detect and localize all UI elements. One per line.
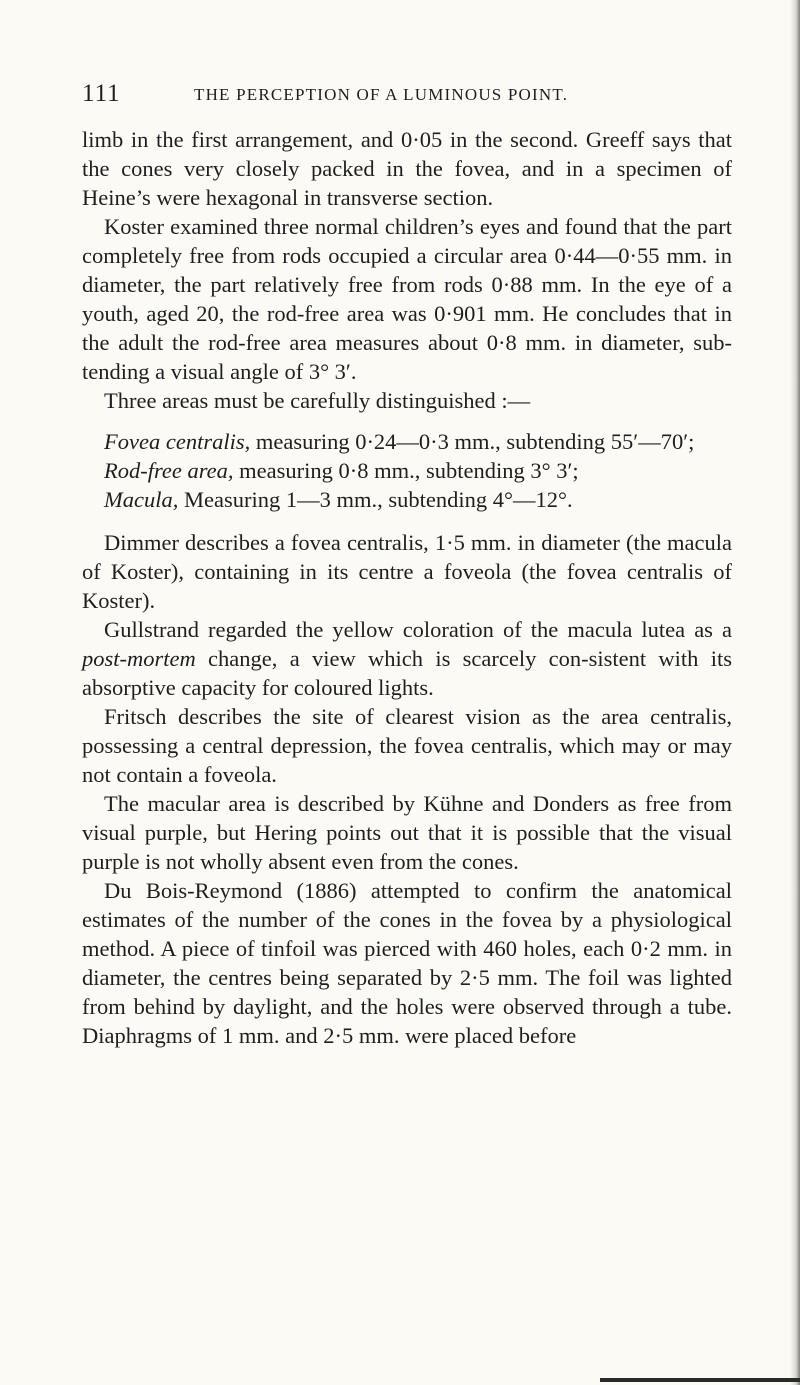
definition-term: Rod-free area, (104, 458, 234, 483)
definition-fovea (82, 427, 732, 456)
gullstrand-text-b: change, a view which is scarcely con-sistent with its absorptive capacity for coloured lights. (82, 646, 732, 700)
definition-text: Measuring 1—3 mm., subtending 4°—12°. (178, 487, 573, 512)
definition-text: measuring 0·24—0·3 mm., subtending 55′—70′; (250, 429, 695, 454)
area-definitions (82, 427, 732, 514)
bottom-page-rule (600, 1378, 800, 1382)
definition-rod-free (82, 456, 732, 485)
paragraph-dimmer: Dimmer describes a fovea centralis, 1·5 mm. in diameter (the macula of Koster), containing in its centre a foveola (the fovea centralis of Koster). (82, 530, 732, 613)
paragraph-fritsch: Fritsch describes the site of clearest vision as the area centralis, possessing a central depression, the fovea centralis, which may or may not contain a foveola. (82, 704, 732, 787)
running-head (82, 80, 722, 114)
body-text (82, 125, 732, 1050)
running-title: THE PERCEPTION OF A LUMINOUS POINT. (194, 85, 569, 104)
gullstrand-text-a: Gullstrand regarded the yellow coloration of the macula lutea as a (104, 617, 732, 642)
paragraph-three-areas: Three areas must be carefully distinguished :— (104, 388, 531, 413)
paragraph-kuhne: The macular area is described by Kühne and Donders as free from visual purple, but Hering points out that it is possible that the visual purple is not wholly absent even from the cones. (82, 791, 732, 874)
paragraph-koster: Koster examined three normal children’s eyes and found that the part completely free from rods occupied a circular area 0·44—0·55 mm. in diameter, the part relatively free from rods 0·88 mm. In the eye of a youth, aged 20, the rod-free area was 0·901 mm. He concludes that in the adult the rod-free area measures about 0·8 mm. in diameter, sub-tending a visual angle of 3° 3′. (82, 214, 732, 384)
definition-term: Fovea centralis, (104, 429, 251, 454)
definition-term: Macula, (104, 487, 179, 512)
paragraph-greeff: limb in the first arrangement, and 0·05 in the second. Greeff says that the cones very closely packed in the fovea, and in a specimen of Heine’s were hexagonal in transverse section. (82, 127, 732, 210)
page-number: 111 (82, 80, 121, 107)
gullstrand-emphasis: post-mortem (82, 646, 196, 671)
page-edge-shadow (790, 0, 800, 1385)
paragraph-gullstrand (82, 615, 732, 702)
paragraph-du-bois-reymond: Du Bois-Reymond (1886) attempted to confirm the anatomical estimates of the number of the cones in the fovea by a physiological method. A piece of tinfoil was pierced with 460 holes, each 0·2 mm. in diameter, the centres being separated by 2·5 mm. The foil was lighted from behind by daylight, and the holes were observed through a tube. Diaphragms of 1 mm. and 2·5 mm. were placed before (82, 878, 732, 1048)
definition-macula (82, 485, 732, 514)
definition-text: measuring 0·8 mm., subtending 3° 3′; (233, 458, 579, 483)
